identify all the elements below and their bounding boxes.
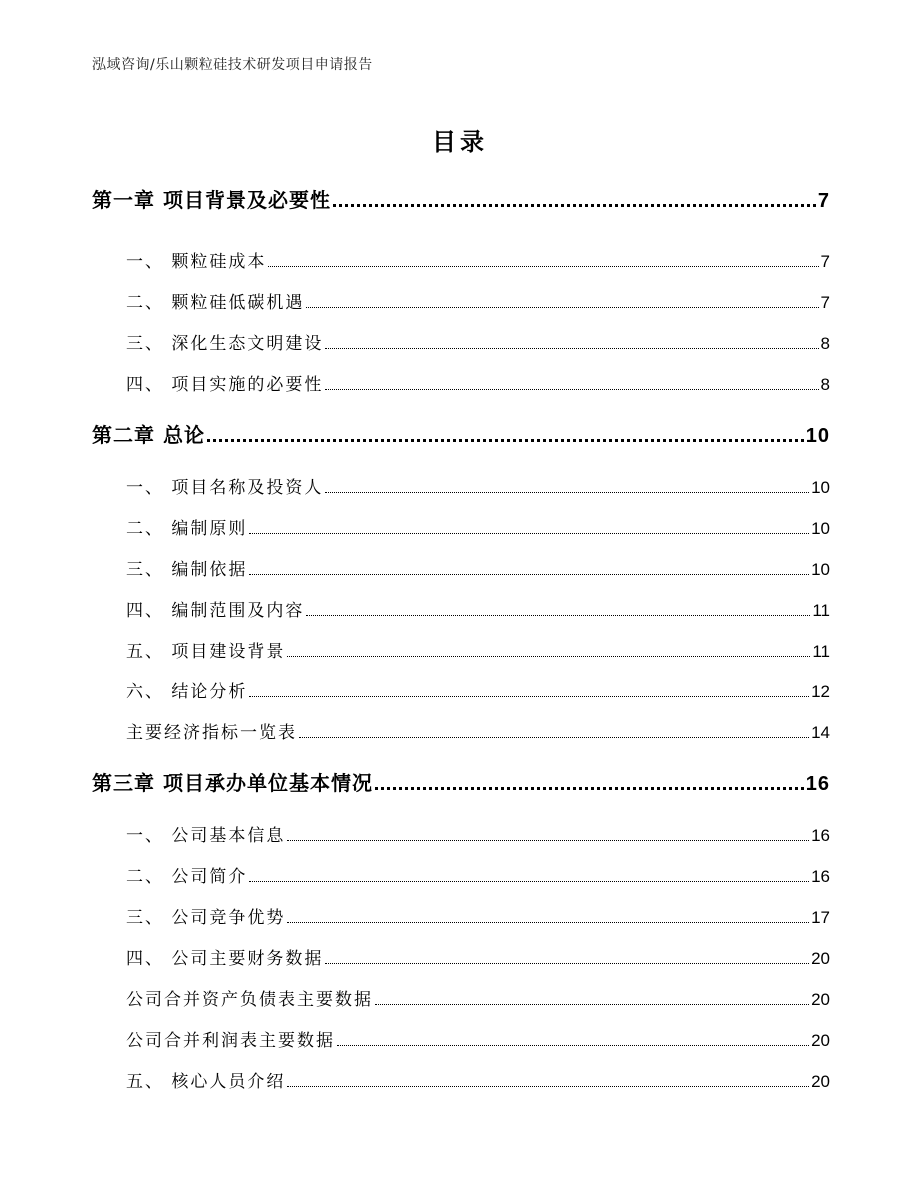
toc-entry-label: 第二章 总论 — [92, 423, 205, 447]
toc-entry[interactable] — [92, 596, 830, 621]
toc-entry-label: 五、 核心人员介绍 — [126, 1072, 286, 1092]
toc-entry-label: 二、 公司简介 — [126, 867, 248, 887]
toc-entry-page: 20 — [811, 1072, 830, 1091]
dot-leader — [249, 881, 809, 882]
toc-entry-label: 二、 颗粒硅低碳机遇 — [126, 293, 305, 313]
toc-entry[interactable] — [92, 862, 830, 887]
dot-leader — [325, 492, 809, 493]
toc-entry-page: 11 — [812, 642, 830, 661]
toc-entry-page: 11 — [812, 601, 830, 620]
toc-entry-label: 四、 编制范围及内容 — [126, 601, 305, 621]
toc-entry-page: 7 — [817, 190, 830, 212]
toc-entry-chapter-3[interactable] — [92, 767, 830, 796]
toc-entry[interactable] — [92, 473, 830, 498]
dot-leader — [299, 737, 809, 738]
dot-leader — [287, 1086, 809, 1087]
toc-entry-chapter-1[interactable] — [92, 184, 830, 213]
toc-entry-label: 公司合并资产负债表主要数据 — [126, 990, 373, 1010]
toc-entry-page: 20 — [811, 990, 830, 1009]
toc-entry[interactable] — [92, 514, 830, 539]
toc-entry-label: 一、 颗粒硅成本 — [126, 252, 267, 272]
toc-entry[interactable] — [92, 247, 830, 272]
toc-entry-page: 8 — [820, 375, 830, 394]
toc-entry-label: 第一章 项目背景及必要性 — [92, 188, 331, 212]
toc-entry-label: 四、 公司主要财务数据 — [126, 949, 324, 969]
dot-leader — [287, 840, 809, 841]
toc-entry[interactable] — [92, 555, 830, 580]
toc-entry[interactable] — [92, 821, 830, 846]
running-header: 泓域咨询/乐山颗粒硅技术研发项目申请报告 — [92, 57, 373, 73]
dot-leader — [287, 656, 810, 657]
toc-entry-label: 主要经济指标一览表 — [126, 723, 297, 743]
toc-entry-page: 16 — [805, 773, 830, 795]
dot-leader — [337, 1045, 809, 1046]
toc-entry-page: 10 — [805, 425, 830, 447]
toc-entry-label: 公司合并利润表主要数据 — [126, 1031, 335, 1051]
dot-leader — [325, 963, 809, 964]
toc-entry-label: 二、 编制原则 — [126, 519, 248, 539]
toc-entry[interactable] — [92, 944, 830, 969]
dot-leader — [375, 1004, 809, 1005]
toc-entry-page: 17 — [811, 908, 830, 927]
toc-entry-label: 第三章 项目承办单位基本情况 — [92, 771, 373, 795]
toc-entry-label: 三、 编制依据 — [126, 560, 248, 580]
toc-entry-label: 一、 公司基本信息 — [126, 826, 286, 846]
toc-entry-label: 五、 项目建设背景 — [126, 642, 286, 662]
dot-leader — [249, 696, 809, 697]
dot-leader — [249, 533, 809, 534]
toc-entry-chapter-2[interactable] — [92, 419, 830, 448]
dot-leader — [249, 574, 809, 575]
toc-entry-page: 20 — [811, 1031, 830, 1050]
dot-leader — [287, 922, 809, 923]
toc-entry[interactable] — [92, 677, 830, 702]
toc-entry[interactable] — [92, 288, 830, 313]
toc-entry-page: 7 — [820, 252, 830, 271]
toc-title: 目录 — [432, 128, 488, 156]
toc-entry-label: 一、 项目名称及投资人 — [126, 478, 324, 498]
toc-entry-page: 10 — [811, 519, 830, 538]
dot-leader — [207, 439, 804, 442]
toc-entry[interactable] — [92, 718, 830, 743]
toc-entry-page: 12 — [811, 682, 830, 701]
toc-entry-page: 8 — [820, 334, 830, 353]
toc-entry-label: 六、 结论分析 — [126, 682, 248, 702]
toc-entry-page: 16 — [811, 826, 830, 845]
dot-leader — [306, 615, 810, 616]
toc-entry-label: 四、 项目实施的必要性 — [126, 375, 324, 395]
toc-entry-page: 7 — [820, 293, 830, 312]
dot-leader — [306, 307, 818, 308]
toc-entry[interactable] — [92, 985, 830, 1010]
toc-entry-page: 20 — [811, 949, 830, 968]
toc-entry[interactable] — [92, 1067, 830, 1092]
toc-entry[interactable] — [92, 637, 830, 662]
toc-entry-page: 16 — [811, 867, 830, 886]
toc-entry-label: 三、 深化生态文明建设 — [126, 334, 324, 354]
dot-leader — [325, 389, 818, 390]
toc-entry[interactable] — [92, 370, 830, 395]
toc-entry-label: 三、 公司竞争优势 — [126, 908, 286, 928]
dot-leader — [375, 787, 804, 790]
toc-entry-page: 10 — [811, 478, 830, 497]
toc-entry[interactable] — [92, 329, 830, 354]
toc-entry[interactable] — [92, 903, 830, 928]
dot-leader — [333, 204, 816, 207]
toc-entry[interactable] — [92, 1026, 830, 1051]
toc-entry-page: 14 — [811, 723, 830, 742]
dot-leader — [268, 266, 818, 267]
dot-leader — [325, 348, 818, 349]
toc-entry-page: 10 — [811, 560, 830, 579]
